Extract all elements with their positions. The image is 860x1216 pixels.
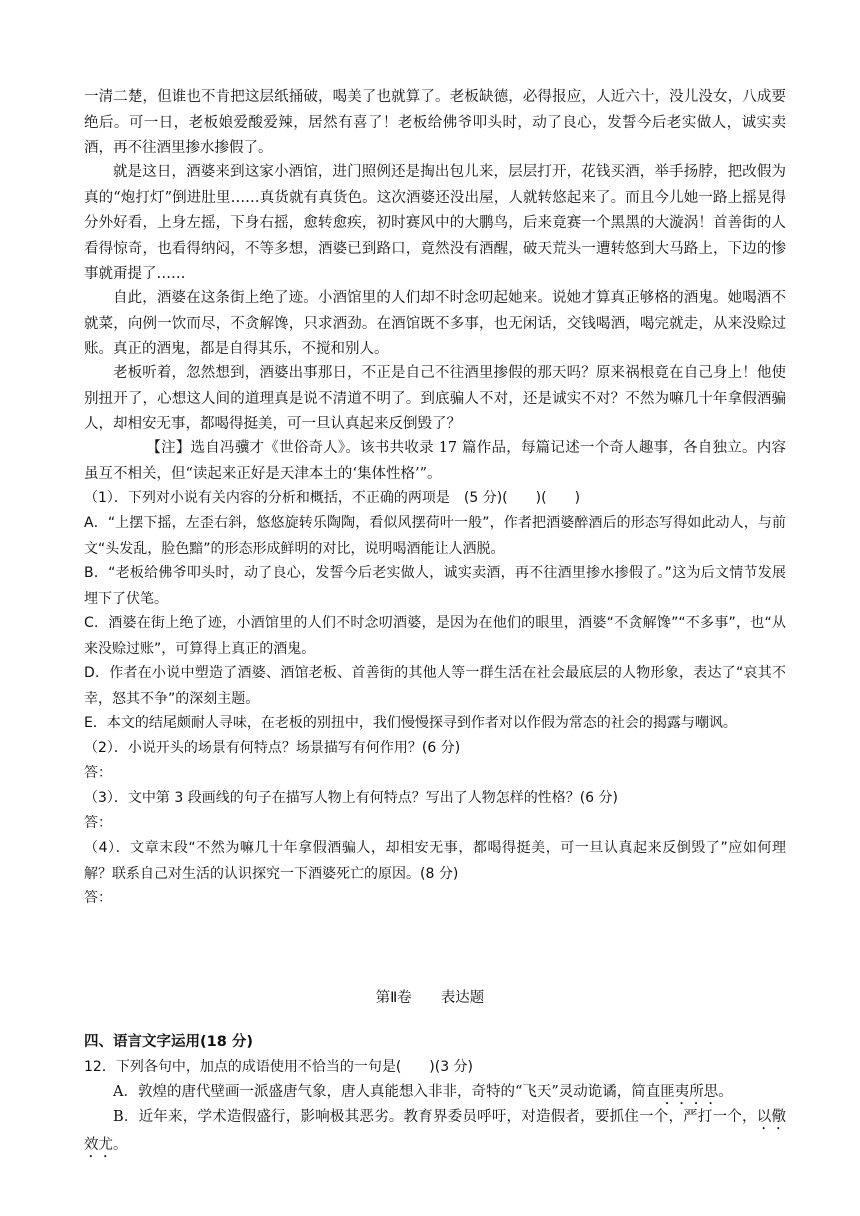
passage-paragraph-1: 一清二楚，但谁也不肯把这层纸捅破，喝美了也就算了。老板缺德，必得报应，人近六十，没儿没女，八成要绝后。可一日，老板娘爱酸爱辣，居然有喜了！老板给佛爷叩头时，动了良心，发誓今后老实做人，诚实卖酒，再不往酒里掺水掺假了。 xyxy=(84,89,786,156)
question-1: （1）．下列对小说有关内容的分析和概括，不正确的两项是 (5 分)( )( ) xyxy=(84,490,581,506)
question-1-option-a: A．“上摆下摇，左歪右斜，悠悠旋转乐陶陶，看似风摆荷叶一般”，作者把酒婆醉酒后的形态写得如此动人，与前文“头发乱，脸色黯”的形态形成鲜明的对比，说明喝酒能让人洒脱。 xyxy=(84,515,786,557)
passage-note: 【注】选自冯骥才《世俗奇人》。该书共收录 17 篇作品，每篇记述一个奇人趣事，各自独立。内容虽互不相关，但“读起来正好是天津本土的‘集体性格’”。 xyxy=(84,440,786,482)
question-12-option-a xyxy=(84,1080,786,1108)
passage-paragraph-2: 就是这日，酒婆来到这家小酒馆，进门照例还是掏出包儿来，层层打开，花钱买酒，举手扬脖，把改假为真的“炮打灯”倒进肚里……真货就有真货色。这次酒婆还没出屋，人就转悠起来了。而且今儿她一路上摇晃得分外好看，上身左摇，下身右摇，愈转愈疾，初时赛风中的大鹏鸟，后来竟赛一个黑黑的大漩涡！首善街的人看得惊奇，也看得纳闷，不等多想，酒婆已到路口，竟然没有酒醒，破天荒头一遭转悠到大马路上，下边的惨事就甭提了…… xyxy=(84,164,786,282)
section-4-heading: 四、语言文字运用(18 分) xyxy=(84,1034,253,1050)
option-a-end: 。 xyxy=(718,1084,733,1100)
option-b-text: B．近年来，学术造假盛行，影响极其恶劣。教育界委员呼吁，对造假者，要抓住一个，严打一个， xyxy=(113,1109,757,1125)
question-1-option-b: B．“老板给佛爷叩头时，动了良心，发誓今后老实做人，诚实卖酒，再不往酒里掺水掺假了。”这为后文情节发展埋下了伏笔。 xyxy=(84,565,786,607)
dotted-idiom-b: 以儆效尤 xyxy=(84,1109,786,1153)
passage-paragraph-3: 自此，酒婆在这条街上绝了迹。小酒馆里的人们却不时念叨起她来。说她才算真正够格的酒鬼。她喝酒不就菜，向例一饮而尽，不贪解馋，只求酒劲。在酒馆既不多事，也无闲话，交钱喝酒，喝完就走，从来没赊过账。真正的酒鬼，都是自得其乐，不搅和别人。 xyxy=(84,290,786,357)
answer-2-label: 答： xyxy=(84,765,112,781)
question-12: 12．下列各句中，加点的成语使用不恰当的一句是( )(3 分) xyxy=(84,1059,474,1075)
option-a-text: A．敦煌的唐代壁画一派盛唐气象，唐人真能想入非非，奇特的“飞天”灵动诡谲，简直 xyxy=(113,1084,661,1100)
option-b-end: 。 xyxy=(113,1137,128,1153)
question-1-option-e: E．本文的结尾颇耐人寻味，在老板的别扭中，我们慢慢探寻到作者对以作假为常态的社会的揭露与嘲讽。 xyxy=(84,715,737,731)
question-1-option-d: D．作者在小说中塑造了酒婆、酒馆老板、首善街的其他人等一群生活在社会最底层的人物形象，表达了“哀其不幸，怒其不争”的深刻主题。 xyxy=(84,665,786,707)
question-4: （4）．文章末段“不然为嘛几十年拿假酒骗人，却相安无事，都喝得挺美，可一旦认真起来反倒毁了”应如何理解？联系自己对生活的认识探究一下酒婆死亡的原因。(8 分) xyxy=(84,840,786,882)
question-3: （3）．文中第 3 段画线的句子在描写人物上有何特点？写出了人物怎样的性格？(6 分) xyxy=(84,790,618,806)
question-1-option-c: C．酒婆在街上绝了迹，小酒馆里的人们不时念叨酒婆，是因为在他们的眼里，酒婆“不贪解馋”“不多事”，也“从来没赊过账”，可算得上真正的酒鬼。 xyxy=(84,615,786,657)
question-12-option-b xyxy=(84,1105,786,1161)
answer-3-label: 答： xyxy=(84,815,112,831)
dotted-idiom-a: 匪夷所思 xyxy=(660,1084,719,1100)
section-2-title: 第Ⅱ卷 表达题 xyxy=(375,990,485,1006)
answer-4-label: 答： xyxy=(84,890,112,906)
question-2: （2）．小说开头的场景有何特点？场景描写有何作用？(6 分) xyxy=(84,740,461,756)
passage-paragraph-4: 老板听着，忽然想到，酒婆出事那日，不正是自己不往酒里掺假的那天吗？原来祸根竟在自己身上！他使别扭开了，心想这人间的道理真是说不清道不明了。到底骗人不对，还是诚实不对？不然为嘛几十年拿假酒骗人，却相安无事，都喝得挺美，可一旦认真起来反倒毁了？ xyxy=(84,365,786,432)
